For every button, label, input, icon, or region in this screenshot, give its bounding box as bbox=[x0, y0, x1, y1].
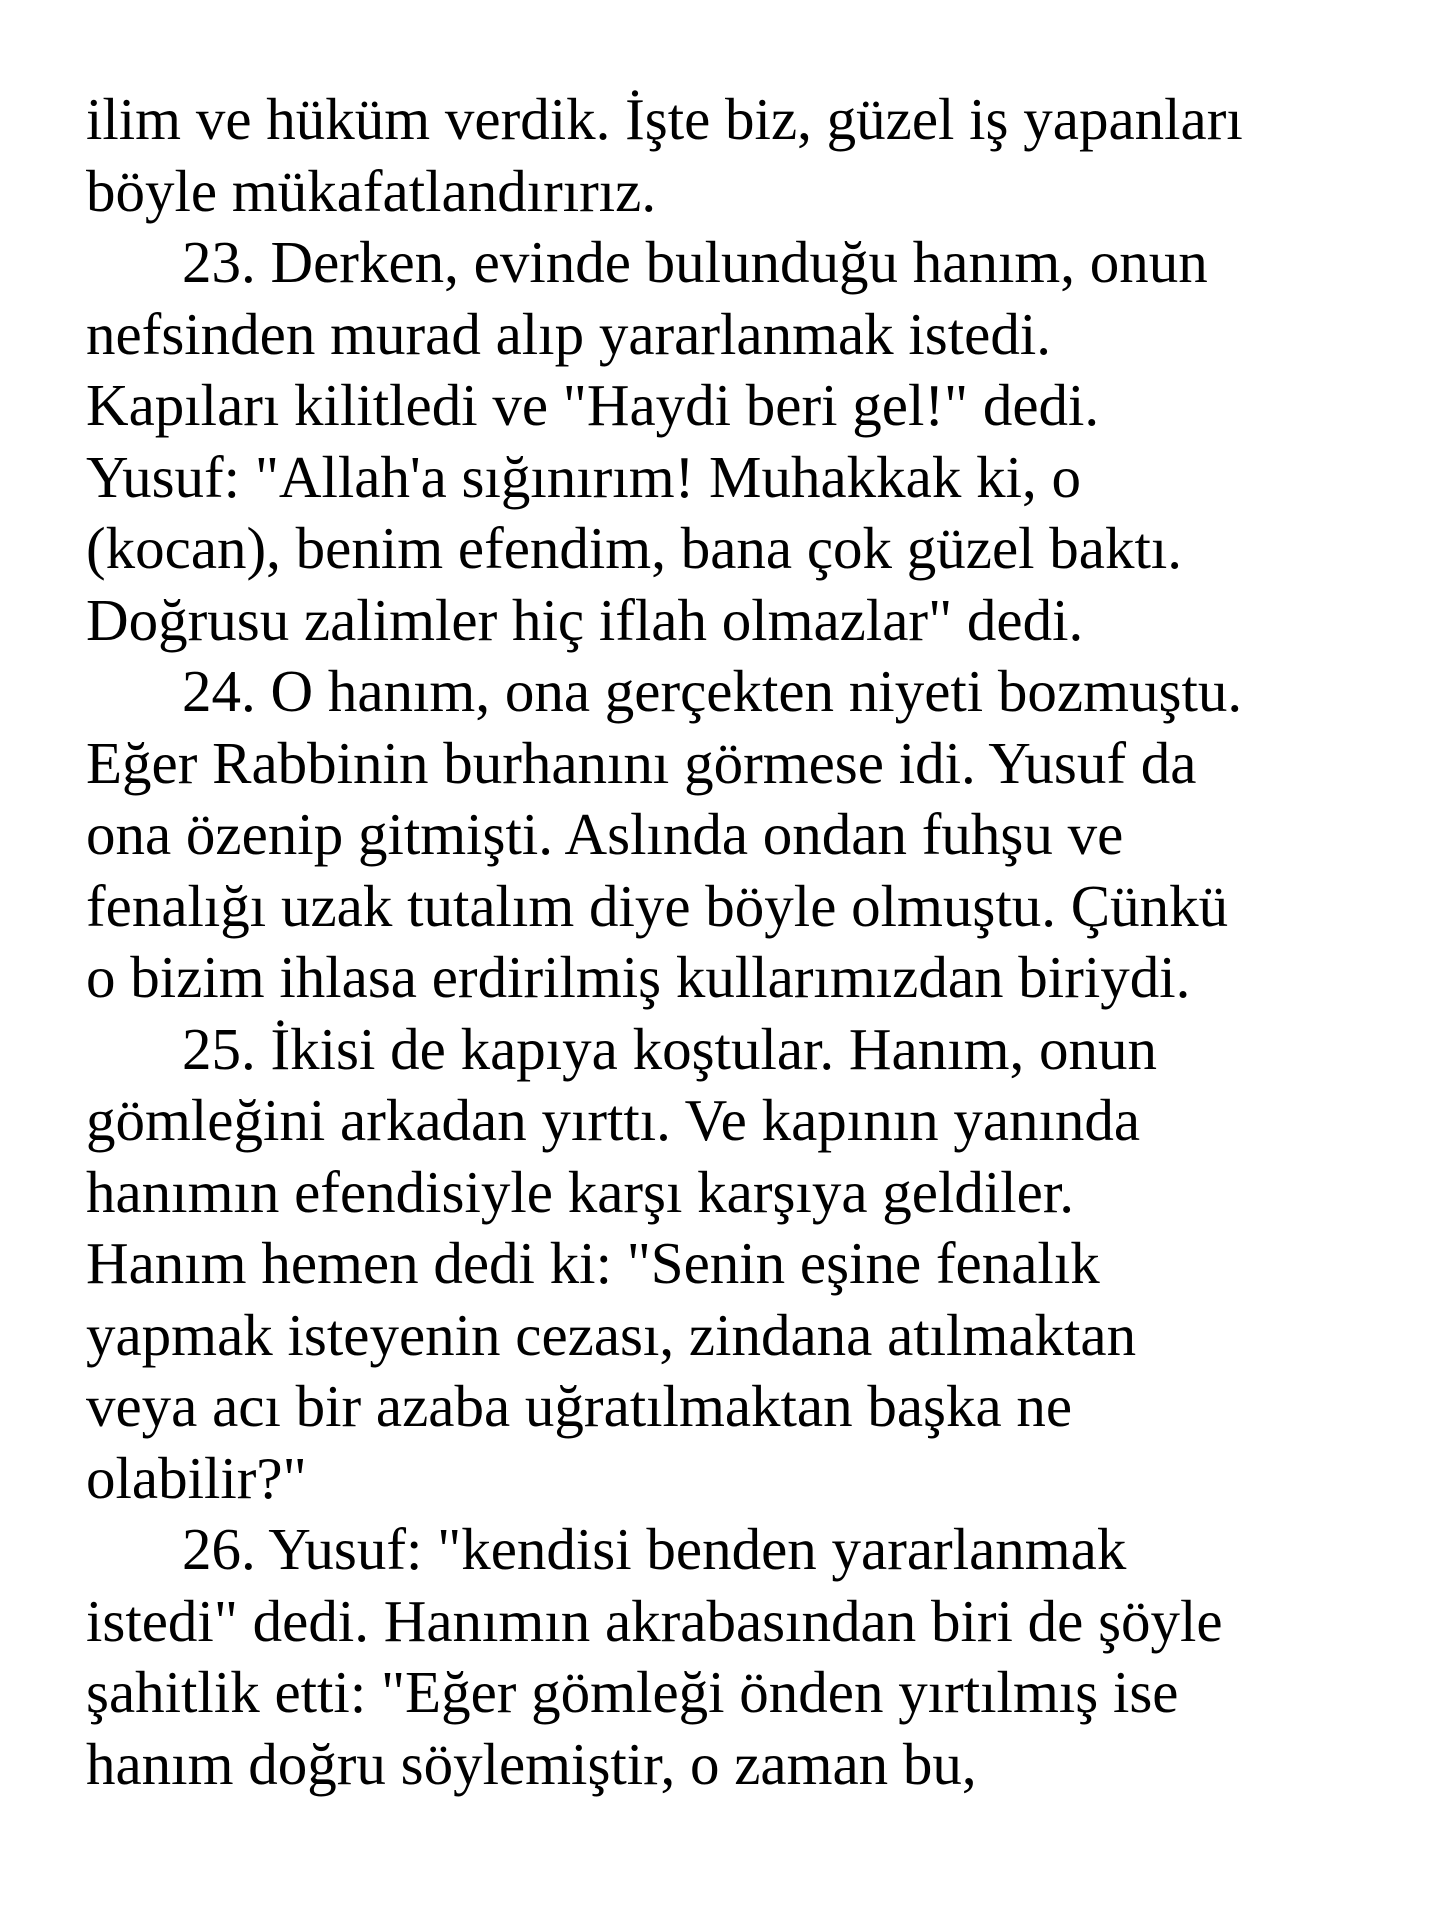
text-line: böyle mükafatlandırırız. bbox=[86, 157, 657, 224]
verse-23-start: 23. Derken, evinde bulunduğu hanım, onun bbox=[182, 229, 1208, 295]
text-line: Doğrusu zalimler hiç iflah olmazlar" dedi. bbox=[86, 586, 1084, 653]
text-line: ona özenip gitmişti. Aslında ondan fuhşu ve bbox=[86, 801, 1124, 867]
verse-24-start: 24. O hanım, ona gerçekten niyeti bozmuştu. bbox=[182, 658, 1243, 724]
text-line: istedi" dedi. Hanımın akrabasından biri de şöyle bbox=[86, 1587, 1223, 1654]
text-line: yapmak isteyenin cezası, zindana atılmaktan bbox=[86, 1301, 1137, 1368]
text-line: Eğer Rabbinin burhanını görmese idi. Yusuf da bbox=[86, 729, 1197, 796]
text-line: ilim ve hüküm verdik. İşte biz, güzel iş yapanları bbox=[86, 86, 1243, 152]
text-line: Kapıları kilitledi ve "Haydi beri gel!" dedi. bbox=[86, 372, 1100, 438]
text-line: olabilir?" bbox=[86, 1444, 307, 1511]
document-page bbox=[86, 84, 1426, 1800]
text-line: gömleğini arkadan yırttı. Ve kapının yanında bbox=[86, 1087, 1141, 1153]
text-line: Hanım hemen dedi ki: "Senin eşine fenalık bbox=[86, 1230, 1100, 1296]
text-line: hanımın efendisiyle karşı karşıya geldiler. bbox=[86, 1158, 1074, 1225]
text-line: şahitlik etti: "Eğer gömleği önden yırtılmış ise bbox=[86, 1659, 1179, 1725]
text-line: o bizim ihlasa erdirilmiş kullarımızdan biriydi. bbox=[86, 944, 1191, 1010]
text-line: (kocan), benim efendim, bana çok güzel baktı. bbox=[86, 515, 1182, 581]
text-line: Yusuf: "Allah'a sığınırım! Muhakkak ki, o bbox=[86, 443, 1081, 510]
text-line: veya acı bir azaba uğratılmaktan başka ne bbox=[86, 1373, 1073, 1439]
text-line: hanım doğru söylemiştir, o zaman bu, bbox=[86, 1730, 977, 1797]
verse-26-start: 26. Yusuf: "kendisi benden yararlanmak bbox=[182, 1516, 1127, 1582]
verse-25-start: 25. İkisi de kapıya koştular. Hanım, onun bbox=[182, 1015, 1157, 1082]
text-line: nefsinden murad alıp yararlanmak istedi. bbox=[86, 300, 1051, 367]
text-line: fenalığı uzak tutalım diye böyle olmuştu. Çünkü bbox=[86, 872, 1229, 939]
